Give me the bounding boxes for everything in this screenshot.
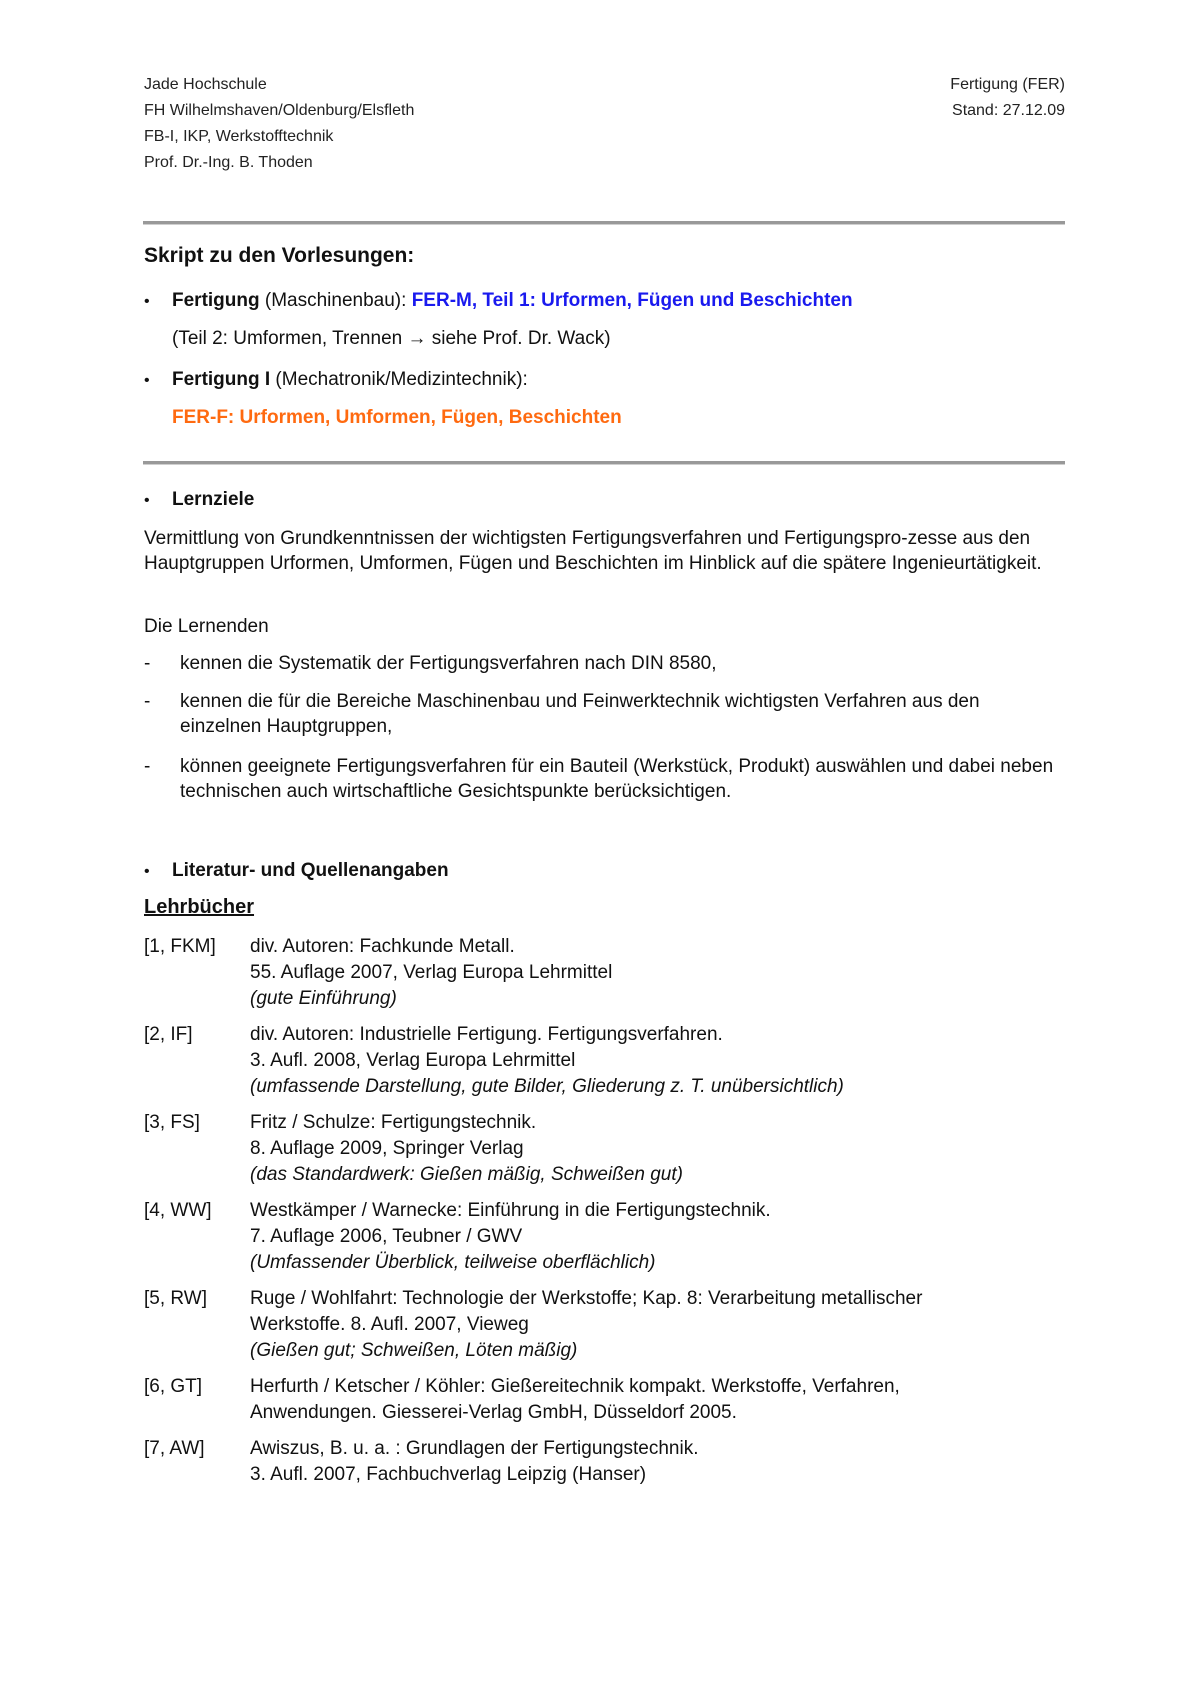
reference-key: [2, IF] [144,1024,193,1045]
list-item-text: kennen die Systematik der Fertigungsverfahren nach DIN 8580, [180,653,717,674]
bullet-bold: Fertigung [172,290,260,311]
reference-key: [5, RW] [144,1288,207,1309]
reference-entry [144,1198,1084,1276]
reference-line: 3. Aufl. 2008, Verlag Europa Lehrmittel [250,1050,576,1071]
divider-top [143,221,1065,225]
reference-entry [144,1110,1084,1188]
header-author: Prof. Dr.-Ing. B. Thoden [144,154,313,171]
reference-note: (das Standardwerk: Gießen mäßig, Schweißen gut) [250,1164,683,1185]
list-item-text: können geeignete Fertigungsverfahren für ein Bauteil (Werkstück, Produkt) auswählen und dabei neben technischen auch wirtschaftliche Gesichtspunkte berücksichtigen. [180,756,1054,802]
lernziele-intro: Vermittlung von Grundkenntnissen der wichtigsten Fertigungsverfahren und Fertigungspro-zesse aus den Hauptgruppen Urformen, Umformen, Fügen und Beschichten im Hinblick auf die spätere Ingenieurtätigkeit. [144,528,1042,574]
reference-note: (gute Einführung) [250,988,397,1009]
bullet-text: (Mechatronik/Medizintechnik): [270,369,528,390]
header-institution: Jade Hochschule [144,76,267,93]
reference-line: div. Autoren: Fachkunde Metall. [250,936,515,957]
lehrbuecher-heading: Lehrbücher [144,896,255,918]
bullet-icon: • [144,492,150,509]
header-date: Stand: 27.12.09 [952,102,1065,119]
reference-key: [1, FKM] [144,936,216,957]
reference-note: (Gießen gut; Schweißen, Löten mäßig) [250,1340,578,1361]
reference-line: Herfurth / Ketscher / Köhler: Gießereitechnik kompakt. Werkstoffe, Verfahren, [250,1376,900,1397]
reference-key: [4, WW] [144,1200,212,1221]
reference-entry [144,1022,1084,1100]
reference-key: [7, AW] [144,1438,205,1459]
bullet-highlight-blue: FER-M, Teil 1: Urformen, Fügen und Beschichten [411,290,853,311]
reference-entry [144,934,1084,1012]
reference-key: [6, GT] [144,1376,203,1397]
bullet-icon: • [144,863,150,880]
section-heading-literatur [144,858,449,885]
reference-line: Anwendungen. Giesserei-Verlag GmbH, Düsseldorf 2005. [250,1402,737,1423]
section-title: Lernziele [172,489,255,510]
skript-sub-teil2: (Teil 2: Umformen, Trennen → siehe Prof. Dr. Wack) [172,328,611,349]
reference-list [144,934,1084,1498]
reference-line: Werkstoffe. 8. Aufl. 2007, Vieweg [250,1314,529,1335]
header-course: Fertigung (FER) [950,76,1065,93]
dash-marker: - [144,691,151,712]
skript-bullet-mechatronik [144,367,528,394]
header-campus: FH Wilhelmshaven/Oldenburg/Elsfleth [144,102,415,119]
reference-entry [144,1436,1084,1488]
reference-line: 8. Auflage 2009, Springer Verlag [250,1138,524,1159]
skript-title: Skript zu den Vorlesungen: [144,244,415,267]
bullet-icon: • [144,293,150,310]
header-left [144,72,414,176]
skript-sub-fer-f: FER-F: Urformen, Umformen, Fügen, Beschichten [172,407,622,428]
header-right [950,72,1065,124]
reference-note: (umfassende Darstellung, gute Bilder, Gliederung z. T. unübersichtlich) [250,1076,844,1097]
bullet-icon: • [144,372,150,389]
reference-line: Fritz / Schulze: Fertigungstechnik. [250,1112,537,1133]
reference-entry [144,1286,1084,1364]
reference-line: Westkämper / Warnecke: Einführung in die Fertigungstechnik. [250,1200,771,1221]
section-title: Literatur- und Quellenangaben [172,860,449,881]
reference-line: 7. Auflage 2006, Teubner / GWV [250,1226,523,1247]
reference-line: 3. Aufl. 2007, Fachbuchverlag Leipzig (Hanser) [250,1464,647,1485]
lernziele-lead: Die Lernenden [144,616,269,637]
reference-line: 55. Auflage 2007, Verlag Europa Lehrmittel [250,962,613,983]
dash-marker: - [144,756,151,777]
section-heading-lernziele [144,487,254,514]
bullet-text: (Maschinenbau): [259,290,412,311]
reference-line: div. Autoren: Industrielle Fertigung. Fertigungsverfahren. [250,1024,723,1045]
reference-note: (Umfassender Überblick, teilweise oberflächlich) [250,1252,656,1273]
reference-key: [3, FS] [144,1112,200,1133]
reference-line: Ruge / Wohlfahrt: Technologie der Werkstoffe; Kap. 8: Verarbeitung metallischer [250,1288,923,1309]
dash-marker: - [144,653,151,674]
divider-middle [143,461,1065,465]
reference-entry [144,1374,1084,1426]
bullet-bold: Fertigung I [172,369,271,390]
list-item-text: kennen die für die Bereiche Maschinenbau und Feinwerktechnik wichtigsten Verfahren aus den einzelnen Hauptgruppen, [180,691,980,737]
skript-bullet-maschinenbau [144,288,853,315]
reference-line: Awiszus, B. u. a. : Grundlagen der Fertigungstechnik. [250,1438,699,1459]
header-department: FB-I, IKP, Werkstofftechnik [144,128,334,145]
